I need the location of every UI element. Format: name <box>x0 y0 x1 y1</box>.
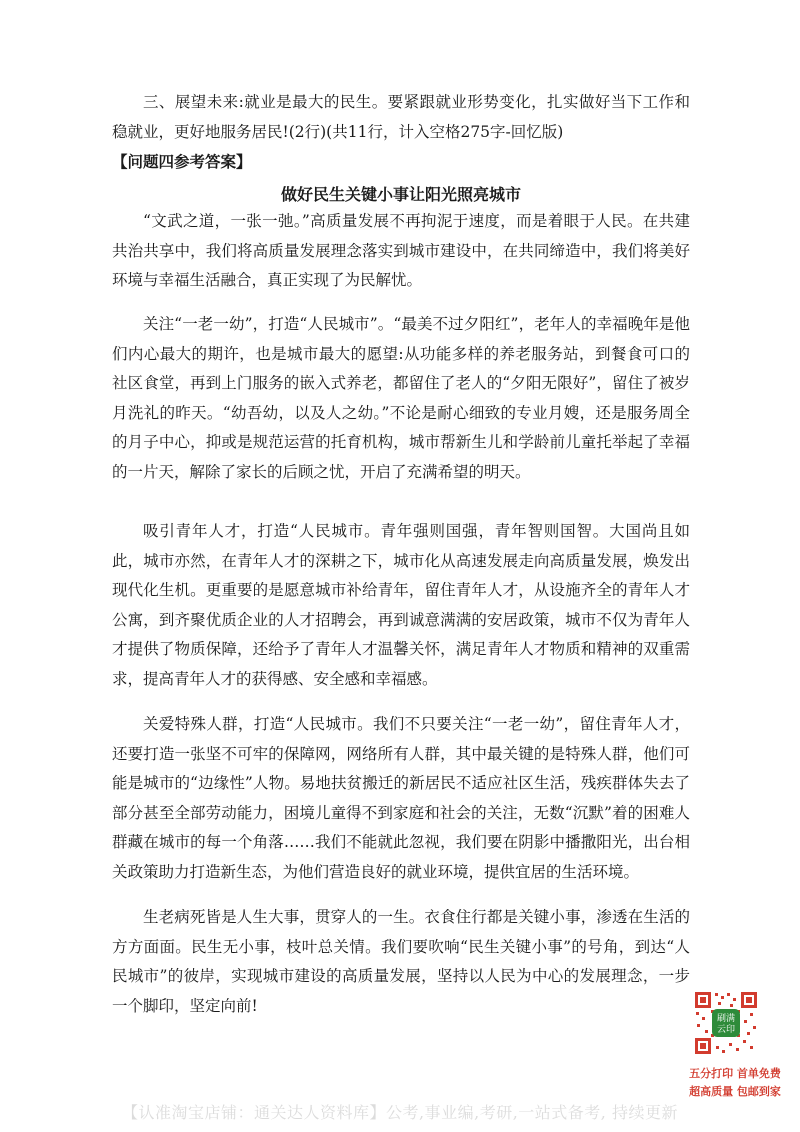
qr-badge-line1: 刷满 <box>716 1014 736 1024</box>
article-title: 做好民生关键小事让阳光照亮城市 <box>280 185 521 204</box>
section-heading: 【问题四参考答案】 <box>112 153 252 171</box>
promo-line-1: 五分打印 首单免费 <box>689 1067 781 1080</box>
qr-badge-line2: 云印 <box>716 1025 736 1035</box>
qr-code-graphic <box>693 990 759 1056</box>
intro-paragraph: 三、展望未来:就业是最大的民生。要紧跟就业形势变化，扎实做好当下工作和稳就业，更好地服务居民!(2行)(共11行，计入空格275字-回忆版) <box>112 93 690 141</box>
body-paragraph-1: “文武之道，一张一弛。”高质量发展不再拘泥于速度，而是着眼于人民。在共建共治共享中，我们将高质量发展理念落实到城市建设中，在共同缔造中，我们将美好环境与幸福生活融合，真正实现了为民解忧。 <box>112 212 690 289</box>
body-paragraph-4: 关爱特殊人群，打造“人民城市。我们不只要关注“一老一幼”，留住青年人才，还要打造一张坚不可牢的保障网，网络所有人群，其中最关键的是特殊人群，他们可能是城市的“边缘性”人物。易地扶贫搬迁的新居民不适应社区生活，残疾群体失去了部分甚至全部劳动能力，困境儿童得不到家庭和社会的关注，无数“沉默”着的困难人群藏在城市的每一个角落……我们不能就此忽视，我们要在阴影中播撒阳光，出台相关政策助力打造新生态，为他们营造良好的就业环境，提供宜居的生活环境。 <box>112 715 690 881</box>
body-paragraph-3: 吸引青年人才，打造“人民城市。青年强则国强，青年智则国智。大国尚且如此，城市亦然，在青年人才的深耕之下，城市化从高速发展走向高质量发展，焕发出现代化生机。更重要的是愿意城市补给青年，留住青年人才，从设施齐全的青年人才公寓，到齐聚优质企业的人才招聘会，再到诚意满满的安居政策，城市不仅为青年人才提供了物质保障，还给予了青年人才温馨关怀，满足青年人才物质和精神的双重需求，提高青年人才的获得感、安全感和幸福感。 <box>112 522 690 688</box>
promo-line-2: 超高质量 包邮到家 <box>689 1085 781 1098</box>
watermark-text: 【认准淘宝店铺：通关达人资料库】公考,事业编,考研,一站式备考, 持续更新 <box>122 1103 678 1122</box>
body-paragraph-2: 关注“一老一幼”，打造“人民城市”。“最美不过夕阳红”，老年人的幸福晚年是他们内心最大的期许，也是城市最大的愿望:从功能多样的养老服务站，到餐食可口的社区食堂，再到上门服务的嵌入式养老，都留住了老人的“夕阳无限好”，留住了被岁月洗礼的昨天。“幼吾幼，以及人之幼。”不论是耐心细致的专业月嫂，还是服务周全的月子中心，抑或是规范运营的托育机构，城市帮新生儿和学龄前儿童托举起了幸福的一片天，解除了家长的后顾之忧，开启了充满希望的明天。 <box>112 315 690 481</box>
body-paragraph-5: 生老病死皆是人生大事，贯穿人的一生。衣食住行都是关键小事，渗透在生活的方方面面。民生无小事，枝叶总关情。我们要吹响“民生关键小事”的号角，到达“人民城市”的彼岸，实现城市建设的高质量发展，坚持以人民为中心的发展理念，一步一个脚印，坚定向前! <box>112 908 690 1015</box>
qr-code <box>693 990 759 1056</box>
